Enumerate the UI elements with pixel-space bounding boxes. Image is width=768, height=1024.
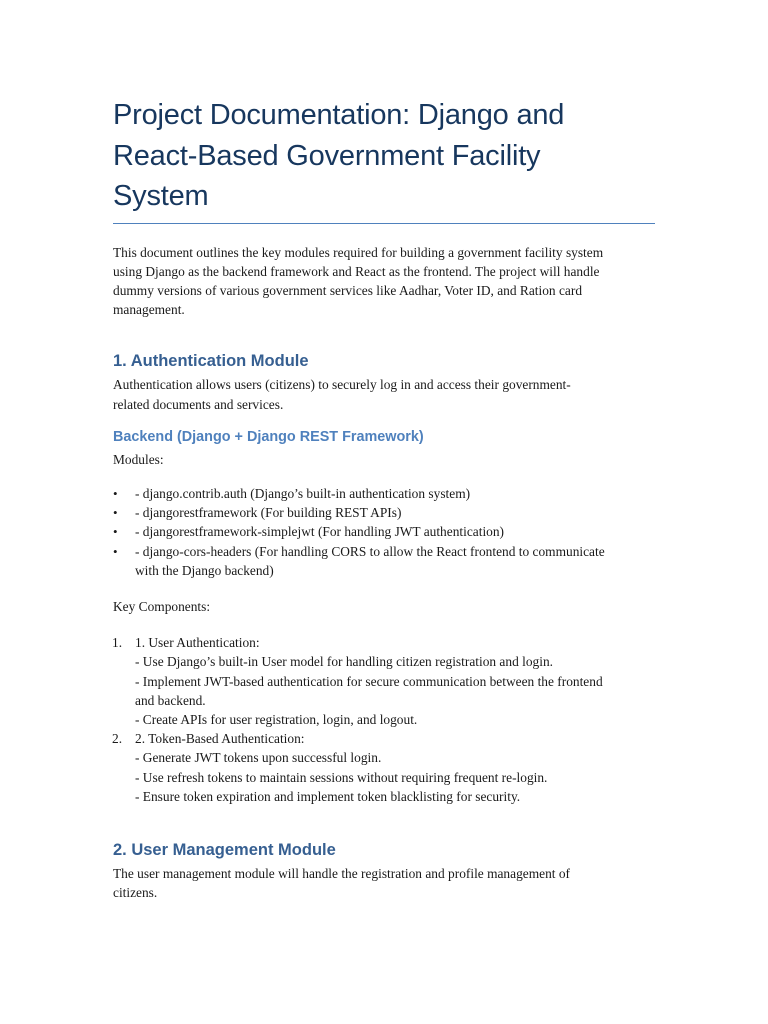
bullet-icon: • xyxy=(113,505,118,521)
numbered-item-line: 2. Token-Based Authentication: xyxy=(135,731,305,747)
list-number: 1. xyxy=(112,635,123,651)
list-item-text: with the Django backend) xyxy=(135,562,274,578)
intro-paragraph xyxy=(113,243,655,320)
list-item xyxy=(113,484,655,503)
numbered-item-line: - Implement JWT-based authentication for secure communication between the frontend xyxy=(135,673,603,689)
numbered-item-line: 1. User Authentication: xyxy=(135,635,260,651)
numbered-item-line: - Use Django’s built-in User model for handling citizen registration and login. xyxy=(135,654,553,670)
title-line: React-Based Government Facility xyxy=(113,139,541,172)
subheading-backend: Backend (Django + Django REST Framework) xyxy=(113,428,424,445)
section-heading-user-management: 2. User Management Module xyxy=(113,840,336,859)
bullet-icon: • xyxy=(113,543,118,559)
title-line: Project Documentation: Django and xyxy=(113,99,565,131)
description-line: Authentication allows users (citizens) to securely log in and access their government- xyxy=(113,377,571,393)
numbered-item xyxy=(113,729,655,806)
numbered-item-line: - Use refresh tokens to maintain sessions without requiring frequent re-login. xyxy=(135,769,548,785)
bullet-icon: • xyxy=(113,485,118,501)
description-line: citizens. xyxy=(113,885,158,901)
list-item-text: - django.contrib.auth (Django’s built-in authentication system) xyxy=(135,485,471,501)
intro-line: dummy versions of various government services like Aadhar, Voter ID, and Ration card xyxy=(113,282,583,298)
list-item-text: - djangorestframework (For building REST APIs) xyxy=(135,505,402,521)
numbered-item-line: - Create APIs for user registration, login, and logout. xyxy=(135,711,418,727)
intro-line: using Django as the backend framework and React as the frontend. The project will handle xyxy=(113,263,600,279)
section-description xyxy=(113,864,655,902)
numbered-item-line: - Ensure token expiration and implement token blacklisting for security. xyxy=(135,788,521,804)
intro-line: management. xyxy=(113,302,185,318)
bullet-icon: • xyxy=(113,524,118,540)
description-line: The user management module will handle the registration and profile management of xyxy=(113,865,570,881)
numbered-item xyxy=(113,633,655,729)
modules-label: Modules: xyxy=(113,451,164,467)
list-item xyxy=(113,503,655,522)
document-title xyxy=(113,95,655,217)
section-description xyxy=(113,375,655,413)
document-page xyxy=(113,95,655,902)
list-item-text: - djangorestframework-simplejwt (For handling JWT authentication) xyxy=(135,524,505,540)
title-divider xyxy=(113,223,655,224)
list-item xyxy=(113,522,655,541)
list-item-text: - django-cors-headers (For handling CORS to allow the React frontend to communicate xyxy=(135,543,605,559)
description-line: related documents and services. xyxy=(113,396,284,412)
modules-list xyxy=(113,484,655,580)
list-number: 2. xyxy=(112,731,123,747)
key-components-label: Key Components: xyxy=(113,598,211,614)
key-components-list xyxy=(113,633,655,806)
title-line: System xyxy=(113,180,209,212)
section-heading-authentication: 1. Authentication Module xyxy=(113,352,309,371)
numbered-item-line: - Generate JWT tokens upon successful login. xyxy=(135,750,382,766)
list-item xyxy=(113,542,655,580)
numbered-item-line: and backend. xyxy=(135,692,206,708)
intro-line: This document outlines the key modules required for building a government facility system xyxy=(113,244,604,260)
